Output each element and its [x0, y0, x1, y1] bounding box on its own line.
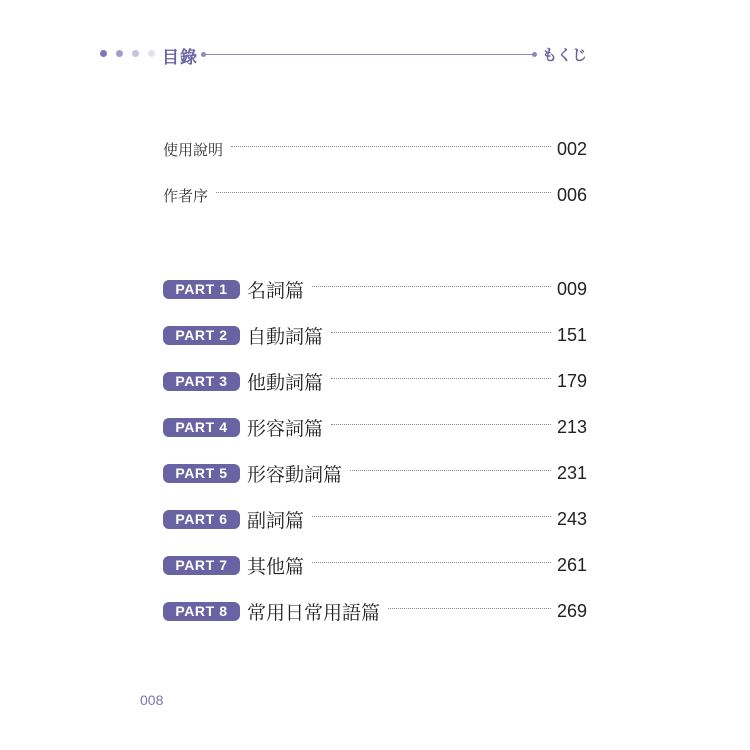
toc-part-row[interactable]	[163, 368, 587, 394]
dotted-leader	[312, 516, 551, 517]
toc-part-row[interactable]	[163, 414, 587, 440]
part-badge: PART 8	[163, 602, 240, 621]
toc-part-row[interactable]	[163, 552, 587, 578]
footer-page-number: 008	[140, 692, 164, 708]
dotted-leader	[312, 286, 551, 287]
page-title-kana: もくじ	[542, 46, 588, 64]
header-dot	[100, 50, 107, 57]
toc-part-row[interactable]	[163, 460, 587, 486]
toc-page-number: 261	[556, 554, 587, 575]
header-dot	[132, 50, 139, 57]
dotted-leader	[388, 608, 551, 609]
toc-page-number: 213	[556, 416, 587, 437]
dotted-leader	[216, 192, 551, 193]
part-badge: PART 2	[163, 326, 240, 345]
header-dot	[116, 50, 123, 57]
part-title: 其他篇	[247, 555, 305, 578]
part-badge: PART 3	[163, 372, 240, 391]
toc-intro-row[interactable]	[163, 136, 587, 162]
toc-entry-label: 使用說明	[163, 140, 224, 159]
toc-entry-label: 作者序	[163, 186, 209, 205]
part-badge: PART 1	[163, 280, 240, 299]
part-badge: PART 4	[163, 418, 240, 437]
toc-header	[100, 42, 590, 68]
dotted-leader	[331, 378, 551, 379]
part-title: 名詞篇	[247, 279, 305, 302]
toc-part-row[interactable]	[163, 322, 587, 348]
part-title: 形容動詞篇	[247, 463, 343, 486]
part-title: 形容詞篇	[247, 417, 324, 440]
toc-page-number: 243	[556, 508, 587, 529]
dotted-leader	[331, 424, 551, 425]
toc-part-row[interactable]	[163, 506, 587, 532]
part-title: 常用日常用語篇	[247, 601, 381, 624]
page-title: 目錄	[162, 48, 198, 68]
part-title: 副詞篇	[247, 509, 305, 532]
part-title: 自動詞篇	[247, 325, 324, 348]
dotted-leader	[350, 470, 551, 471]
header-dots	[100, 50, 155, 57]
toc-page-number: 151	[556, 324, 587, 345]
toc-part-row[interactable]	[163, 598, 587, 624]
toc-page-number: 269	[556, 600, 587, 621]
dotted-leader	[312, 562, 551, 563]
header-rule	[204, 54, 534, 55]
toc-page-number: 231	[556, 462, 587, 483]
toc-page-number: 179	[556, 370, 587, 391]
toc-page-number: 009	[556, 278, 587, 299]
dotted-leader	[231, 146, 551, 147]
part-badge: PART 7	[163, 556, 240, 575]
toc-part-row[interactable]	[163, 276, 587, 302]
part-title: 他動詞篇	[247, 371, 324, 394]
header-dot	[148, 50, 155, 57]
toc-page-number: 002	[556, 138, 587, 159]
toc-intro-row[interactable]	[163, 182, 587, 208]
part-badge: PART 6	[163, 510, 240, 529]
toc-page-number: 006	[556, 184, 587, 205]
dotted-leader	[331, 332, 551, 333]
part-badge: PART 5	[163, 464, 240, 483]
